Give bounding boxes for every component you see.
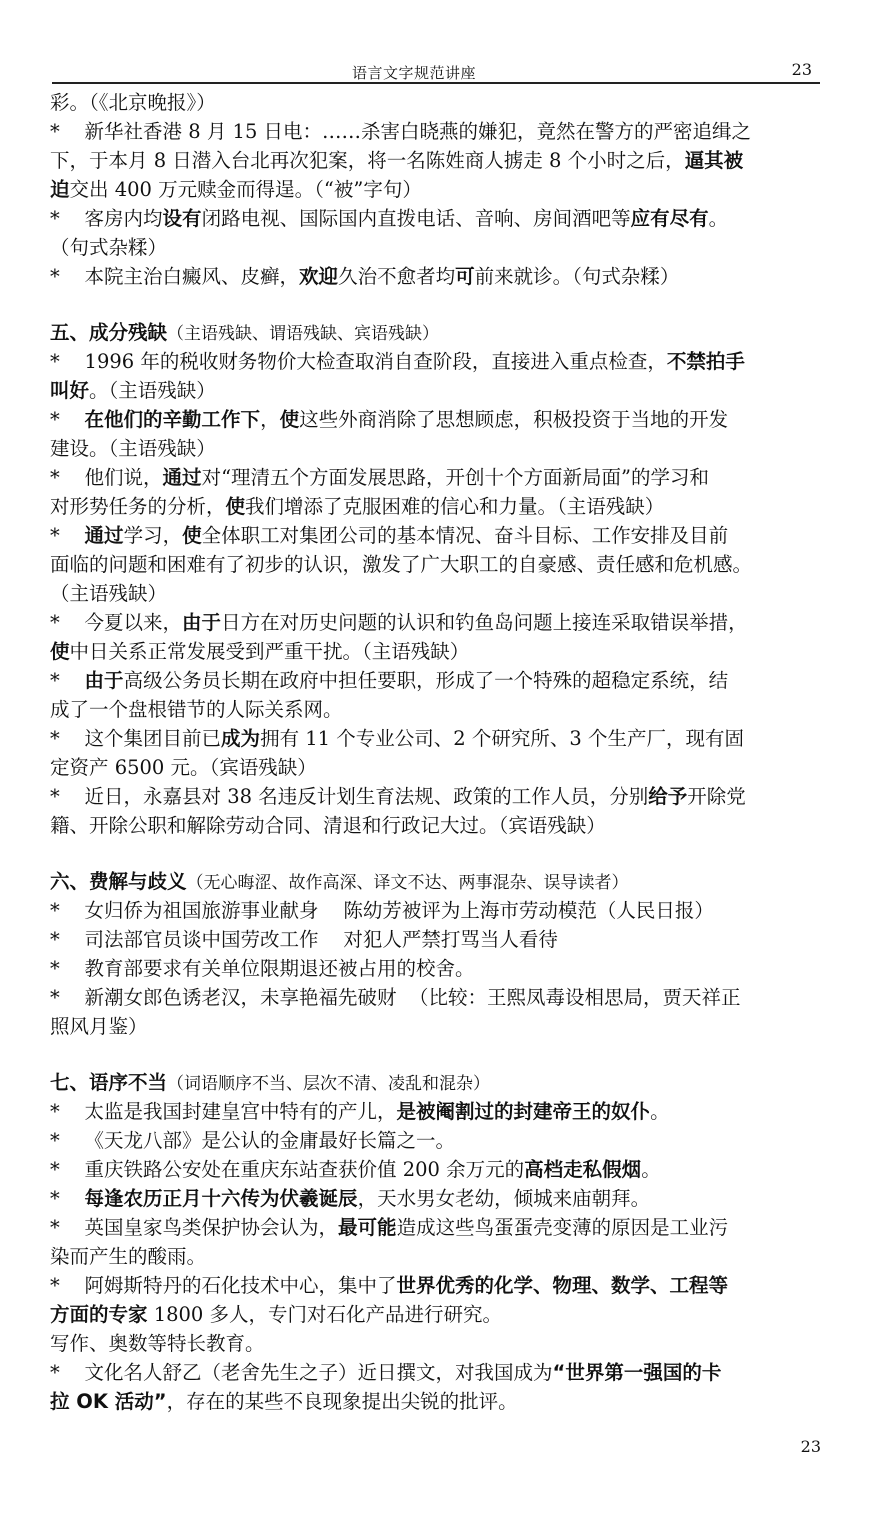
section-title: 六、费解与歧义 bbox=[50, 870, 187, 893]
emphasized-text: 使 bbox=[50, 640, 70, 663]
text-line bbox=[50, 925, 828, 954]
text-line bbox=[50, 1242, 828, 1271]
section-title: 五、成分残缺 bbox=[50, 321, 168, 344]
text-segment: 对形势任务的分析， bbox=[50, 495, 226, 518]
paragraph-gap bbox=[50, 291, 828, 318]
text-segment: * 本院主治白癜风、皮癣， bbox=[50, 265, 300, 288]
page-header bbox=[52, 58, 820, 84]
text-segment: 造成这些鸟蛋蛋壳变薄的原因是工业污 bbox=[396, 1216, 729, 1239]
text-line bbox=[50, 1097, 828, 1126]
text-segment: * 新潮女郎色诱老汉，未享艳福先破财 （比较：王熙凤毒设相思局，贾天祥正 bbox=[50, 986, 741, 1009]
text-segment: 定资产 6500 元。（宾语残缺） bbox=[50, 756, 317, 779]
text-segment: * 太监是我国封建皇宫中特有的产儿， bbox=[50, 1100, 397, 1123]
text-line bbox=[50, 782, 828, 811]
text-segment: * 司法部官员谈中国劳改工作 对犯人严禁打骂当人看待 bbox=[50, 928, 558, 951]
text-segment: 成了一个盘根错节的人际关系网。 bbox=[50, 698, 343, 721]
text-line bbox=[50, 1213, 828, 1242]
paragraph-gap bbox=[50, 1041, 828, 1068]
emphasized-text: 最可能 bbox=[338, 1216, 397, 1239]
text-segment: 开除党 bbox=[687, 785, 746, 808]
text-line bbox=[50, 954, 828, 983]
text-line bbox=[50, 204, 828, 233]
text-segment: 1800 多人，专门对石化产品进行研究。 bbox=[147, 1303, 503, 1326]
text-line bbox=[50, 175, 828, 204]
text-segment: * 新华社香港 8 月 15 日电：……杀害白晓燕的嫌犯，竟然在警方的严密追缉之 bbox=[50, 120, 752, 143]
text-segment: 面临的问题和困难有了初步的认识，激发了广大职工的自豪感、责任感和危机感。 bbox=[50, 553, 753, 576]
text-line bbox=[50, 695, 828, 724]
text-segment: 建设。（主语残缺） bbox=[50, 437, 216, 460]
text-line bbox=[50, 347, 828, 376]
text-segment: 拥有 11 个专业公司、2 个研究所、3 个生产厂，现有固 bbox=[260, 727, 744, 750]
emphasized-text: 成为 bbox=[221, 727, 261, 750]
text-segment: 。 bbox=[641, 1158, 661, 1181]
text-segment: 籍、开除公职和解除劳动合同、清退和行政记大过。（宾语残缺） bbox=[50, 814, 606, 837]
text-segment: 染而产生的酸雨。 bbox=[50, 1245, 207, 1268]
text-segment: 交出 400 万元赎金而得逞。（“被”字句） bbox=[69, 178, 422, 201]
section-subtitle: （无心晦涩、故作高深、译文不达、两事混杂、误导读者） bbox=[186, 873, 629, 893]
text-segment: 学习， bbox=[123, 524, 183, 547]
emphasized-text: 使 bbox=[279, 408, 300, 431]
text-segment: * bbox=[50, 1187, 85, 1210]
text-segment: * 重庆铁路公安处在重庆东站查获价值 200 余万元的 bbox=[50, 1158, 525, 1181]
text-line bbox=[50, 262, 828, 291]
text-segment: 闭路电视、国际国内直拨电话、音响、房间酒吧等 bbox=[201, 207, 631, 230]
text-segment: 对“理清五个方面发展思路，开创十个方面新局面”的学习和 bbox=[201, 466, 710, 489]
emphasized-text: 迫 bbox=[50, 178, 70, 201]
text-segment: * 今夏以来， bbox=[50, 611, 183, 634]
section-title: 七、语序不当 bbox=[50, 1071, 168, 1094]
text-segment: * 1996 年的税收财务物价大检查取消自查阶段，直接进入重点检查， bbox=[50, 350, 667, 373]
header-page-number: 23 bbox=[791, 60, 812, 79]
text-segment: 照风月鉴） bbox=[50, 1015, 148, 1038]
text-segment: ，存在的某些不良现象提出尖锐的批评。 bbox=[166, 1390, 518, 1413]
text-line bbox=[50, 1155, 828, 1184]
text-line bbox=[50, 983, 828, 1012]
text-segment: * bbox=[50, 524, 85, 547]
text-segment: 。（主语残缺） bbox=[89, 379, 216, 402]
emphasized-text: 给予 bbox=[648, 785, 688, 808]
text-segment: * 这个集团目前已 bbox=[50, 727, 222, 750]
emphasized-text: 通过 bbox=[162, 466, 202, 489]
text-segment: 日方在对历史问题的认识和钓鱼岛问题上接连采取错误举措， bbox=[221, 611, 748, 634]
text-line bbox=[50, 405, 828, 434]
emphasized-text: 通过 bbox=[84, 524, 124, 547]
text-line bbox=[50, 753, 828, 782]
text-line bbox=[50, 724, 828, 753]
text-segment: 。 bbox=[650, 1100, 670, 1123]
text-line bbox=[50, 1358, 828, 1387]
emphasized-text: 在他们的辛勤工作下 bbox=[84, 408, 261, 431]
text-segment: （主语残缺） bbox=[50, 582, 168, 605]
text-segment: ， bbox=[260, 408, 280, 431]
text-segment: 前来就诊。（句式杂糅） bbox=[474, 265, 680, 288]
emphasized-text: 不禁拍手 bbox=[666, 350, 745, 373]
text-line bbox=[50, 1329, 828, 1358]
emphasized-text: 每逢农历正月十六传为伏羲诞辰 bbox=[84, 1187, 358, 1210]
text-line bbox=[50, 521, 828, 550]
emphasized-text: 逼其被 bbox=[684, 149, 744, 172]
text-line bbox=[50, 811, 828, 840]
emphasized-text: 由于 bbox=[182, 611, 222, 634]
text-line bbox=[50, 666, 828, 695]
text-line bbox=[50, 376, 828, 405]
text-segment: * 文化名人舒乙（老舍先生之子）近日撰文，对我国成为 bbox=[50, 1361, 553, 1384]
text-segment: 下，于本月 8 日潜入台北再次犯案，将一名陈姓商人掳走 8 个小时之后， bbox=[50, 149, 685, 172]
text-segment: * 近日，永嘉县对 38 名违反计划生育法规、政策的工作人员，分别 bbox=[50, 785, 649, 808]
text-segment: （句式杂糅） bbox=[50, 236, 168, 259]
header-rule bbox=[52, 82, 820, 84]
text-segment: 我们增添了克服困难的信心和力量。（主语残缺） bbox=[245, 495, 665, 518]
text-segment: 高级公务员长期在政府中担任要职，形成了一个特殊的超稳定系统，结 bbox=[123, 669, 729, 692]
text-line bbox=[50, 117, 828, 146]
text-segment: 这些外商消除了思想顾虑，积极投资于当地的开发 bbox=[299, 408, 729, 431]
text-line bbox=[50, 492, 828, 521]
section-heading bbox=[50, 318, 828, 347]
text-segment: * 他们说， bbox=[50, 466, 163, 489]
text-segment: * 英国皇家鸟类保护协会认为， bbox=[50, 1216, 339, 1239]
text-line bbox=[50, 608, 828, 637]
emphasized-text: 世界优秀的化学、物理、数学、工程等 bbox=[396, 1274, 729, 1297]
emphasized-text: 可 bbox=[455, 265, 475, 288]
emphasized-text: 叫好 bbox=[50, 379, 90, 402]
text-segment: * bbox=[50, 408, 85, 431]
emphasized-text: 拉 OK 活动” bbox=[50, 1390, 167, 1413]
text-segment: * 教育部要求有关单位限期退还被占用的校舍。 bbox=[50, 957, 475, 980]
text-line bbox=[50, 579, 828, 608]
header-title: 语言文字规范讲座 bbox=[352, 64, 477, 82]
section-subtitle: （主语残缺、谓语残缺、宾语残缺） bbox=[167, 324, 440, 344]
text-segment: * 客房内均 bbox=[50, 207, 163, 230]
text-line bbox=[50, 88, 828, 117]
section-subtitle: （词语顺序不当、层次不清、凌乱和混杂） bbox=[167, 1074, 491, 1094]
text-line bbox=[50, 1184, 828, 1213]
text-line bbox=[50, 1387, 828, 1416]
text-line bbox=[50, 1271, 828, 1300]
section-heading bbox=[50, 867, 828, 896]
text-line bbox=[50, 233, 828, 262]
text-segment: 彩。（《北京晚报》） bbox=[50, 91, 216, 114]
emphasized-text: 是被阉割过的封建帝王的奴仆 bbox=[396, 1100, 651, 1123]
text-segment: 全体职工对集团公司的基本情况、奋斗目标、工作安排及目前 bbox=[201, 524, 729, 547]
text-segment: 中日关系正常发展受到严重干扰。（主语残缺） bbox=[69, 640, 470, 663]
text-line bbox=[50, 637, 828, 666]
text-segment: 写作、奥数等特长教育。 bbox=[50, 1332, 265, 1355]
footer-page-number: 23 bbox=[800, 1437, 821, 1456]
emphasized-text: 高档走私假烟 bbox=[524, 1158, 642, 1181]
emphasized-text: “世界第一强国的卡 bbox=[552, 1361, 722, 1384]
text-line bbox=[50, 896, 828, 925]
emphasized-text: 由于 bbox=[84, 669, 124, 692]
text-segment: * 女归侨为祖国旅游事业献身 陈幼芳被评为上海市劳动模范（人民日报） bbox=[50, 899, 714, 922]
text-line bbox=[50, 463, 828, 492]
text-line bbox=[50, 1012, 828, 1041]
text-line bbox=[50, 1300, 828, 1329]
document-body bbox=[50, 88, 828, 1416]
emphasized-text: 应有尽有 bbox=[630, 207, 709, 230]
paragraph-gap bbox=[50, 840, 828, 867]
text-segment: * 阿姆斯特丹的石化技术中心，集中了 bbox=[50, 1274, 397, 1297]
text-segment: 。 bbox=[708, 207, 729, 230]
text-line bbox=[50, 434, 828, 463]
emphasized-text: 方面的专家 bbox=[50, 1303, 148, 1326]
emphasized-text: 使 bbox=[225, 495, 246, 518]
text-line bbox=[50, 550, 828, 579]
text-segment: 久治不愈者均 bbox=[338, 265, 456, 288]
emphasized-text: 使 bbox=[182, 524, 202, 547]
text-segment: ，天水男女老幼，倾城来庙朝拜。 bbox=[357, 1187, 651, 1210]
emphasized-text: 设有 bbox=[162, 207, 202, 230]
text-segment: * bbox=[50, 669, 85, 692]
text-line bbox=[50, 1126, 828, 1155]
section-heading bbox=[50, 1068, 828, 1097]
emphasized-text: 欢迎 bbox=[299, 265, 339, 288]
text-line bbox=[50, 146, 828, 175]
text-segment: * 《天龙八部》是公认的金庸最好长篇之一。 bbox=[50, 1129, 456, 1152]
